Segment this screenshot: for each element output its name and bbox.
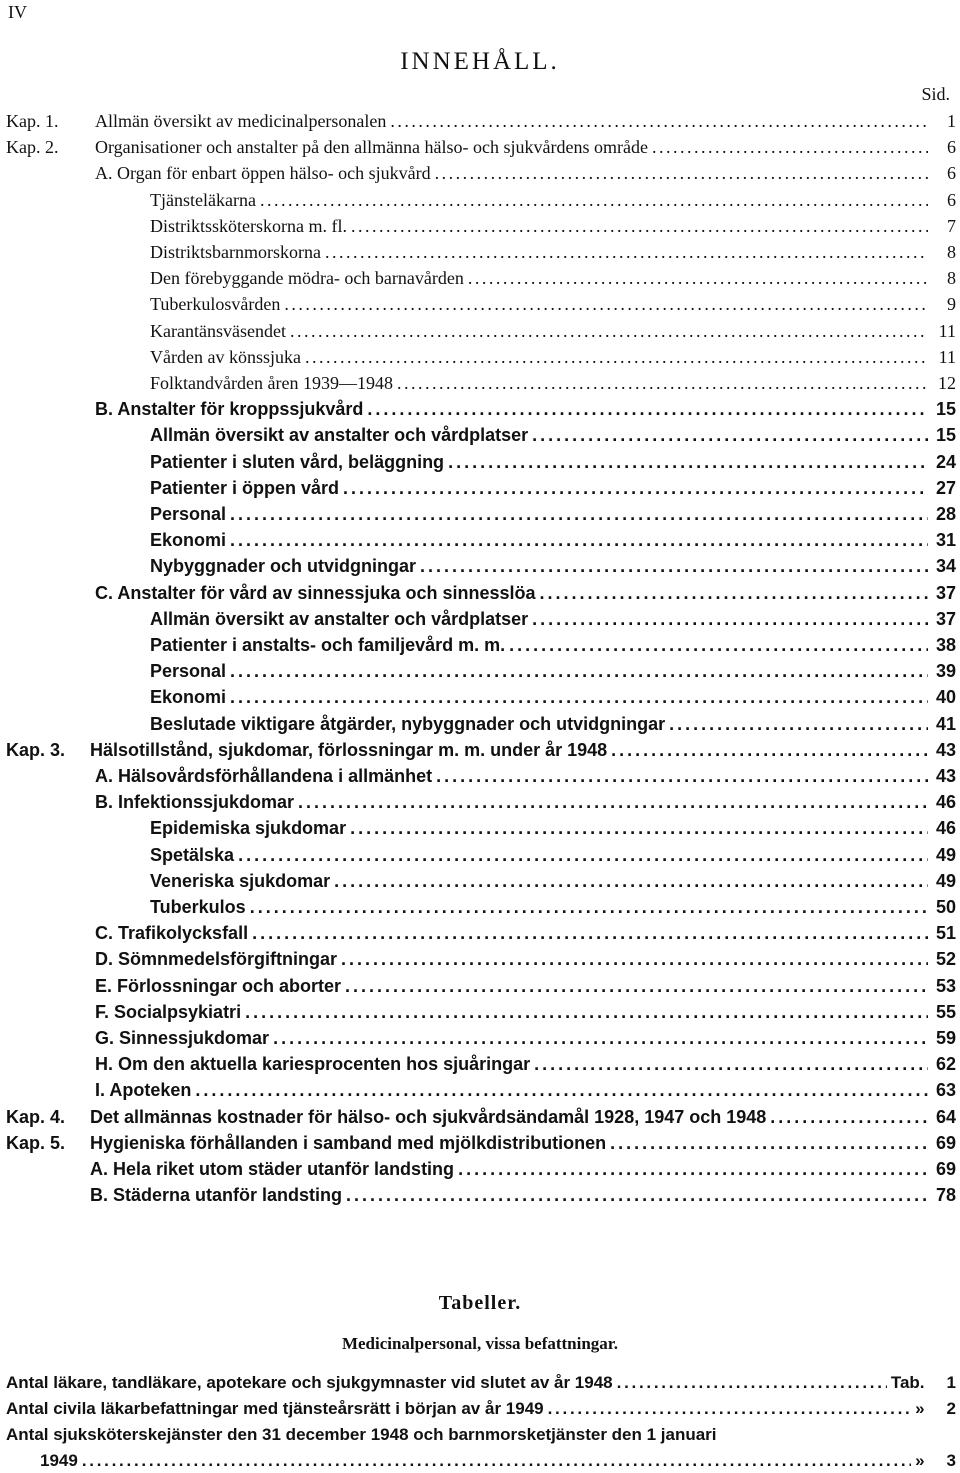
dot-leader	[458, 1158, 928, 1180]
toc-entry	[95, 398, 956, 420]
toc-entry-page: 24	[935, 451, 956, 472]
dot-leader	[298, 791, 928, 813]
toc-entry-page: 53	[935, 975, 956, 996]
toc-entry-page: 38	[935, 635, 956, 655]
dot-leader	[290, 320, 928, 342]
table-entry	[6, 1372, 956, 1394]
toc-entry	[95, 791, 956, 813]
toc-entry	[95, 110, 956, 132]
toc-entry-page: 63	[935, 1080, 956, 1101]
toc-entry-title: H. Om den aktuella kariesprocenten hos sjuåringar	[95, 1054, 531, 1075]
chapter-label: Kap. 3.	[6, 739, 66, 760]
toc-entry	[150, 555, 956, 577]
toc-entry-page: 27	[935, 477, 956, 498]
toc-entry-title: D. Sömnmedelsförgiftningar	[95, 949, 338, 970]
dot-leader	[230, 503, 928, 525]
table-ref: »	[915, 1399, 925, 1418]
toc-entry-page: 9	[947, 294, 956, 315]
dot-leader	[532, 608, 928, 630]
toc-entry	[150, 424, 956, 446]
toc-entry	[150, 660, 956, 682]
toc-entry-title: Personal	[150, 661, 227, 682]
toc-entry	[150, 293, 956, 315]
toc-entry-title: Folktandvården åren 1939—1948	[150, 373, 393, 393]
table-entry	[6, 1424, 717, 1446]
toc-entry-title: Epidemiska sjukdomar	[150, 818, 347, 839]
toc-entry-page: 34	[935, 556, 956, 577]
dot-leader	[230, 660, 928, 682]
toc-entry-title: Tuberkulosvården	[150, 294, 281, 315]
chapter-label: Kap. 5.	[6, 1132, 66, 1153]
dot-leader	[509, 634, 928, 656]
table-entry	[6, 1398, 956, 1420]
toc-entry-page: 1	[947, 111, 956, 131]
toc-entry-page: 51	[935, 923, 956, 944]
toc-entry-title: E. Förlossningar och aborter	[95, 975, 342, 996]
toc-entry-title: Organisationer och anstalter på den allmänna hälso- och sjukvårdens område	[95, 137, 648, 158]
toc-entry	[150, 503, 956, 525]
dot-leader	[345, 975, 928, 997]
dot-leader	[82, 1450, 911, 1472]
dot-leader	[343, 477, 928, 499]
dot-leader	[195, 1079, 928, 1101]
toc-entry-page: 37	[935, 608, 956, 629]
toc-entry-page: 11	[938, 346, 956, 367]
table-ref: »	[915, 1451, 925, 1470]
toc-entry-title: B. Infektionssjukdomar	[95, 792, 295, 813]
toc-entry	[150, 267, 956, 289]
page-title: INNEHÅLL.	[400, 48, 560, 75]
toc-entry	[95, 1027, 956, 1049]
toc-entry-title: F. Socialpsykiatri	[95, 1001, 242, 1022]
toc-entry-page: 37	[935, 582, 956, 603]
toc-entry-title: Allmän översikt av anstalter och vårdplatser	[150, 425, 529, 446]
toc-entry-page: 55	[935, 1001, 956, 1022]
table-entry-title: Antal civila läkarbefattningar med tjänsteårsrätt i början av år 1949	[6, 1399, 544, 1418]
table-entry-title: Antal sjuksköterskejänster den 31 december 1948 och barnmorsketjänster den 1 januari	[6, 1425, 717, 1444]
toc-entry-title: Hälsotillstånd, sjukdomar, förlossningar m. m. under år 1948	[90, 739, 608, 760]
toc-entry-page: 78	[935, 1185, 956, 1206]
toc-entry-title: Personal	[150, 504, 227, 524]
toc-entry	[95, 582, 956, 604]
dot-leader	[436, 765, 928, 787]
toc-entry-page: 41	[935, 713, 956, 734]
dot-leader	[252, 922, 928, 944]
toc-entry-page: 43	[935, 766, 956, 786]
toc-entry	[150, 817, 956, 839]
dot-leader	[245, 1001, 928, 1023]
toc-entry	[150, 346, 956, 368]
toc-entry-title: Distriktssköterskorna m. fl.	[150, 215, 347, 236]
toc-entry-page: 6	[947, 137, 956, 158]
dot-leader	[611, 739, 928, 761]
dot-leader	[250, 896, 928, 918]
toc-entry	[95, 948, 956, 970]
toc-entry-title: Veneriska sjukdomar	[150, 870, 331, 891]
toc-entry-title: Allmän översikt av medicinalpersonalen	[95, 111, 387, 131]
toc-entry	[95, 922, 956, 944]
toc-entry-page: 6	[947, 189, 956, 210]
toc-entry-title: Hygieniska förhållanden i samband med mjölkdistributionen	[90, 1132, 607, 1153]
toc-entry-title: Distriktsbarnmorskorna	[150, 242, 321, 262]
dot-leader	[341, 948, 928, 970]
toc-entry-page: 49	[935, 870, 956, 891]
dot-leader	[260, 189, 928, 211]
tables-subheading: Medicinalpersonal, vissa befattningar.	[341, 1334, 619, 1353]
toc-entry	[95, 1001, 956, 1023]
table-entry-continuation	[40, 1450, 956, 1472]
toc-entry-page: 49	[935, 844, 956, 865]
toc-entry-page: 7	[947, 215, 956, 236]
dot-leader	[284, 293, 928, 315]
dot-leader	[652, 136, 928, 158]
toc-entry-page: 62	[935, 1054, 956, 1075]
page-number: IV	[8, 2, 27, 22]
toc-entry	[150, 477, 956, 499]
dot-leader	[532, 424, 928, 446]
toc-entry	[90, 1158, 956, 1180]
dot-leader	[610, 1132, 928, 1154]
toc-entry-page: 59	[935, 1028, 956, 1048]
dot-leader	[448, 451, 928, 473]
dot-leader	[540, 582, 929, 604]
dot-leader	[468, 267, 928, 289]
dot-leader	[397, 372, 928, 394]
toc-entry	[150, 451, 956, 473]
dot-leader	[230, 686, 928, 708]
dot-leader	[238, 844, 928, 866]
dot-leader	[617, 1372, 887, 1394]
table-entry-title: Antal läkare, tandläkare, apotekare och sjukgymnaster vid slutet av år 1948	[6, 1373, 613, 1392]
toc-entry	[150, 870, 956, 892]
toc-entry-page: 12	[938, 373, 956, 393]
toc-entry-title: Vården av könssjuka	[150, 346, 301, 367]
toc-entry-page: 8	[947, 242, 956, 262]
toc-entry	[95, 162, 956, 184]
table-number: 2	[946, 1399, 956, 1418]
table-entry-title-continued: 1949	[40, 1451, 78, 1470]
table-number: 1	[946, 1373, 956, 1392]
toc-entry-title: G. Sinnessjukdomar	[95, 1028, 270, 1048]
dot-leader	[420, 555, 928, 577]
toc-entry	[90, 1132, 956, 1154]
dot-leader	[534, 1053, 928, 1075]
toc-entry-title: C. Trafikolycksfall	[95, 923, 249, 944]
chapter-label: Kap. 2.	[6, 137, 59, 158]
dot-leader	[770, 1106, 928, 1128]
toc-entry	[150, 686, 956, 708]
toc-entry-page: 31	[935, 530, 956, 551]
toc-entry-page: 50	[935, 897, 956, 917]
dot-leader	[367, 398, 928, 420]
toc-entry-title: Patienter i öppen vård	[150, 477, 340, 498]
toc-entry	[150, 608, 956, 630]
dot-leader	[273, 1027, 928, 1049]
toc-entry-page: 40	[935, 687, 956, 708]
toc-entry-title: Tuberkulos	[150, 897, 246, 917]
toc-entry-page: 64	[935, 1106, 956, 1127]
toc-entry-title: Tjänsteläkarna	[150, 189, 256, 210]
dot-leader	[435, 162, 928, 184]
dot-leader	[390, 110, 928, 132]
toc-entry	[95, 975, 956, 997]
toc-entry	[90, 1184, 956, 1206]
toc-entry-title: Karantänsväsendet	[150, 320, 286, 341]
page-column-label: Sid.	[921, 84, 950, 104]
toc-entry-page: 69	[935, 1132, 956, 1153]
dot-leader	[669, 713, 928, 735]
toc-entry-title: Patienter i anstalts- och familjevård m. m.	[150, 635, 506, 655]
toc-entry	[150, 241, 956, 263]
dot-leader	[350, 817, 928, 839]
toc-entry	[150, 896, 956, 918]
toc-entry	[150, 215, 956, 237]
toc-entry-title: A. Organ för enbart öppen hälso- och sjukvård	[95, 163, 431, 184]
dot-leader	[230, 529, 928, 551]
toc-entry	[150, 529, 956, 551]
toc-entry-title: B. Städerna utanför landsting	[90, 1185, 343, 1206]
toc-entry	[95, 1079, 956, 1101]
toc-entry-page: 15	[935, 399, 956, 420]
toc-entry-title: Den förebyggande mödra- och barnavården	[150, 268, 464, 289]
toc-entry-page: 46	[935, 818, 956, 839]
toc-entry-page: 6	[947, 163, 956, 184]
toc-entry-page: 46	[935, 792, 956, 813]
toc-entry-title: B. Anstalter för kroppssjukvård	[95, 399, 364, 420]
dot-leader	[346, 1184, 928, 1206]
toc-entry	[150, 320, 956, 342]
toc-entry-title: Ekonomi	[150, 530, 227, 551]
toc-entry-title: Det allmännas kostnader för hälso- och sjukvårdsändamål 1928, 1947 och 1948	[90, 1106, 767, 1127]
toc-entry-title: I. Apoteken	[95, 1080, 192, 1101]
toc-entry	[150, 713, 956, 735]
toc-entry-title: Allmän översikt av anstalter och vårdplatser	[150, 608, 529, 629]
toc-entry-page: 43	[935, 739, 956, 760]
toc-entry-page: 69	[935, 1159, 956, 1179]
table-number: 3	[946, 1451, 956, 1470]
toc-entry	[90, 1106, 956, 1128]
dot-leader	[351, 215, 928, 237]
toc-entry	[150, 189, 956, 211]
toc-entry-title: Nybyggnader och utvidgningar	[150, 556, 417, 577]
toc-entry-page: 52	[935, 949, 956, 970]
toc-entry	[95, 136, 956, 158]
dot-leader	[548, 1398, 911, 1420]
toc-entry-title: C. Anstalter för vård av sinnessjuka och sinnesslöa	[95, 582, 536, 603]
toc-entry	[95, 1053, 956, 1075]
dot-leader	[334, 870, 928, 892]
toc-entry	[90, 739, 956, 761]
toc-entry-title: Spetälska	[150, 844, 235, 865]
toc-entry-title: Beslutade viktigare åtgärder, nybyggnader och utvidgningar	[150, 713, 666, 734]
toc-entry	[95, 765, 956, 787]
toc-entry	[150, 844, 956, 866]
toc-entry-page: 15	[935, 425, 956, 446]
toc-entry	[150, 372, 956, 394]
dot-leader	[305, 346, 928, 368]
toc-entry-page: 28	[935, 504, 956, 524]
table-ref: Tab.	[890, 1373, 925, 1392]
tables-heading: Tabeller.	[438, 1292, 522, 1314]
toc-entry-page: 8	[947, 268, 956, 289]
toc-entry	[150, 634, 956, 656]
toc-entry-title: A. Hela riket utom städer utanför landsting	[90, 1159, 455, 1179]
toc-entry-title: Ekonomi	[150, 687, 227, 708]
chapter-label: Kap. 1.	[6, 111, 59, 131]
toc-entry-page: 39	[935, 661, 956, 682]
dot-leader	[325, 241, 928, 263]
chapter-label: Kap. 4.	[6, 1106, 66, 1127]
toc-entry-page: 11	[938, 320, 956, 341]
toc-entry-title: Patienter i sluten vård, beläggning	[150, 451, 445, 472]
toc-entry-title: A. Hälsovårdsförhållandena i allmänhet	[95, 766, 433, 786]
